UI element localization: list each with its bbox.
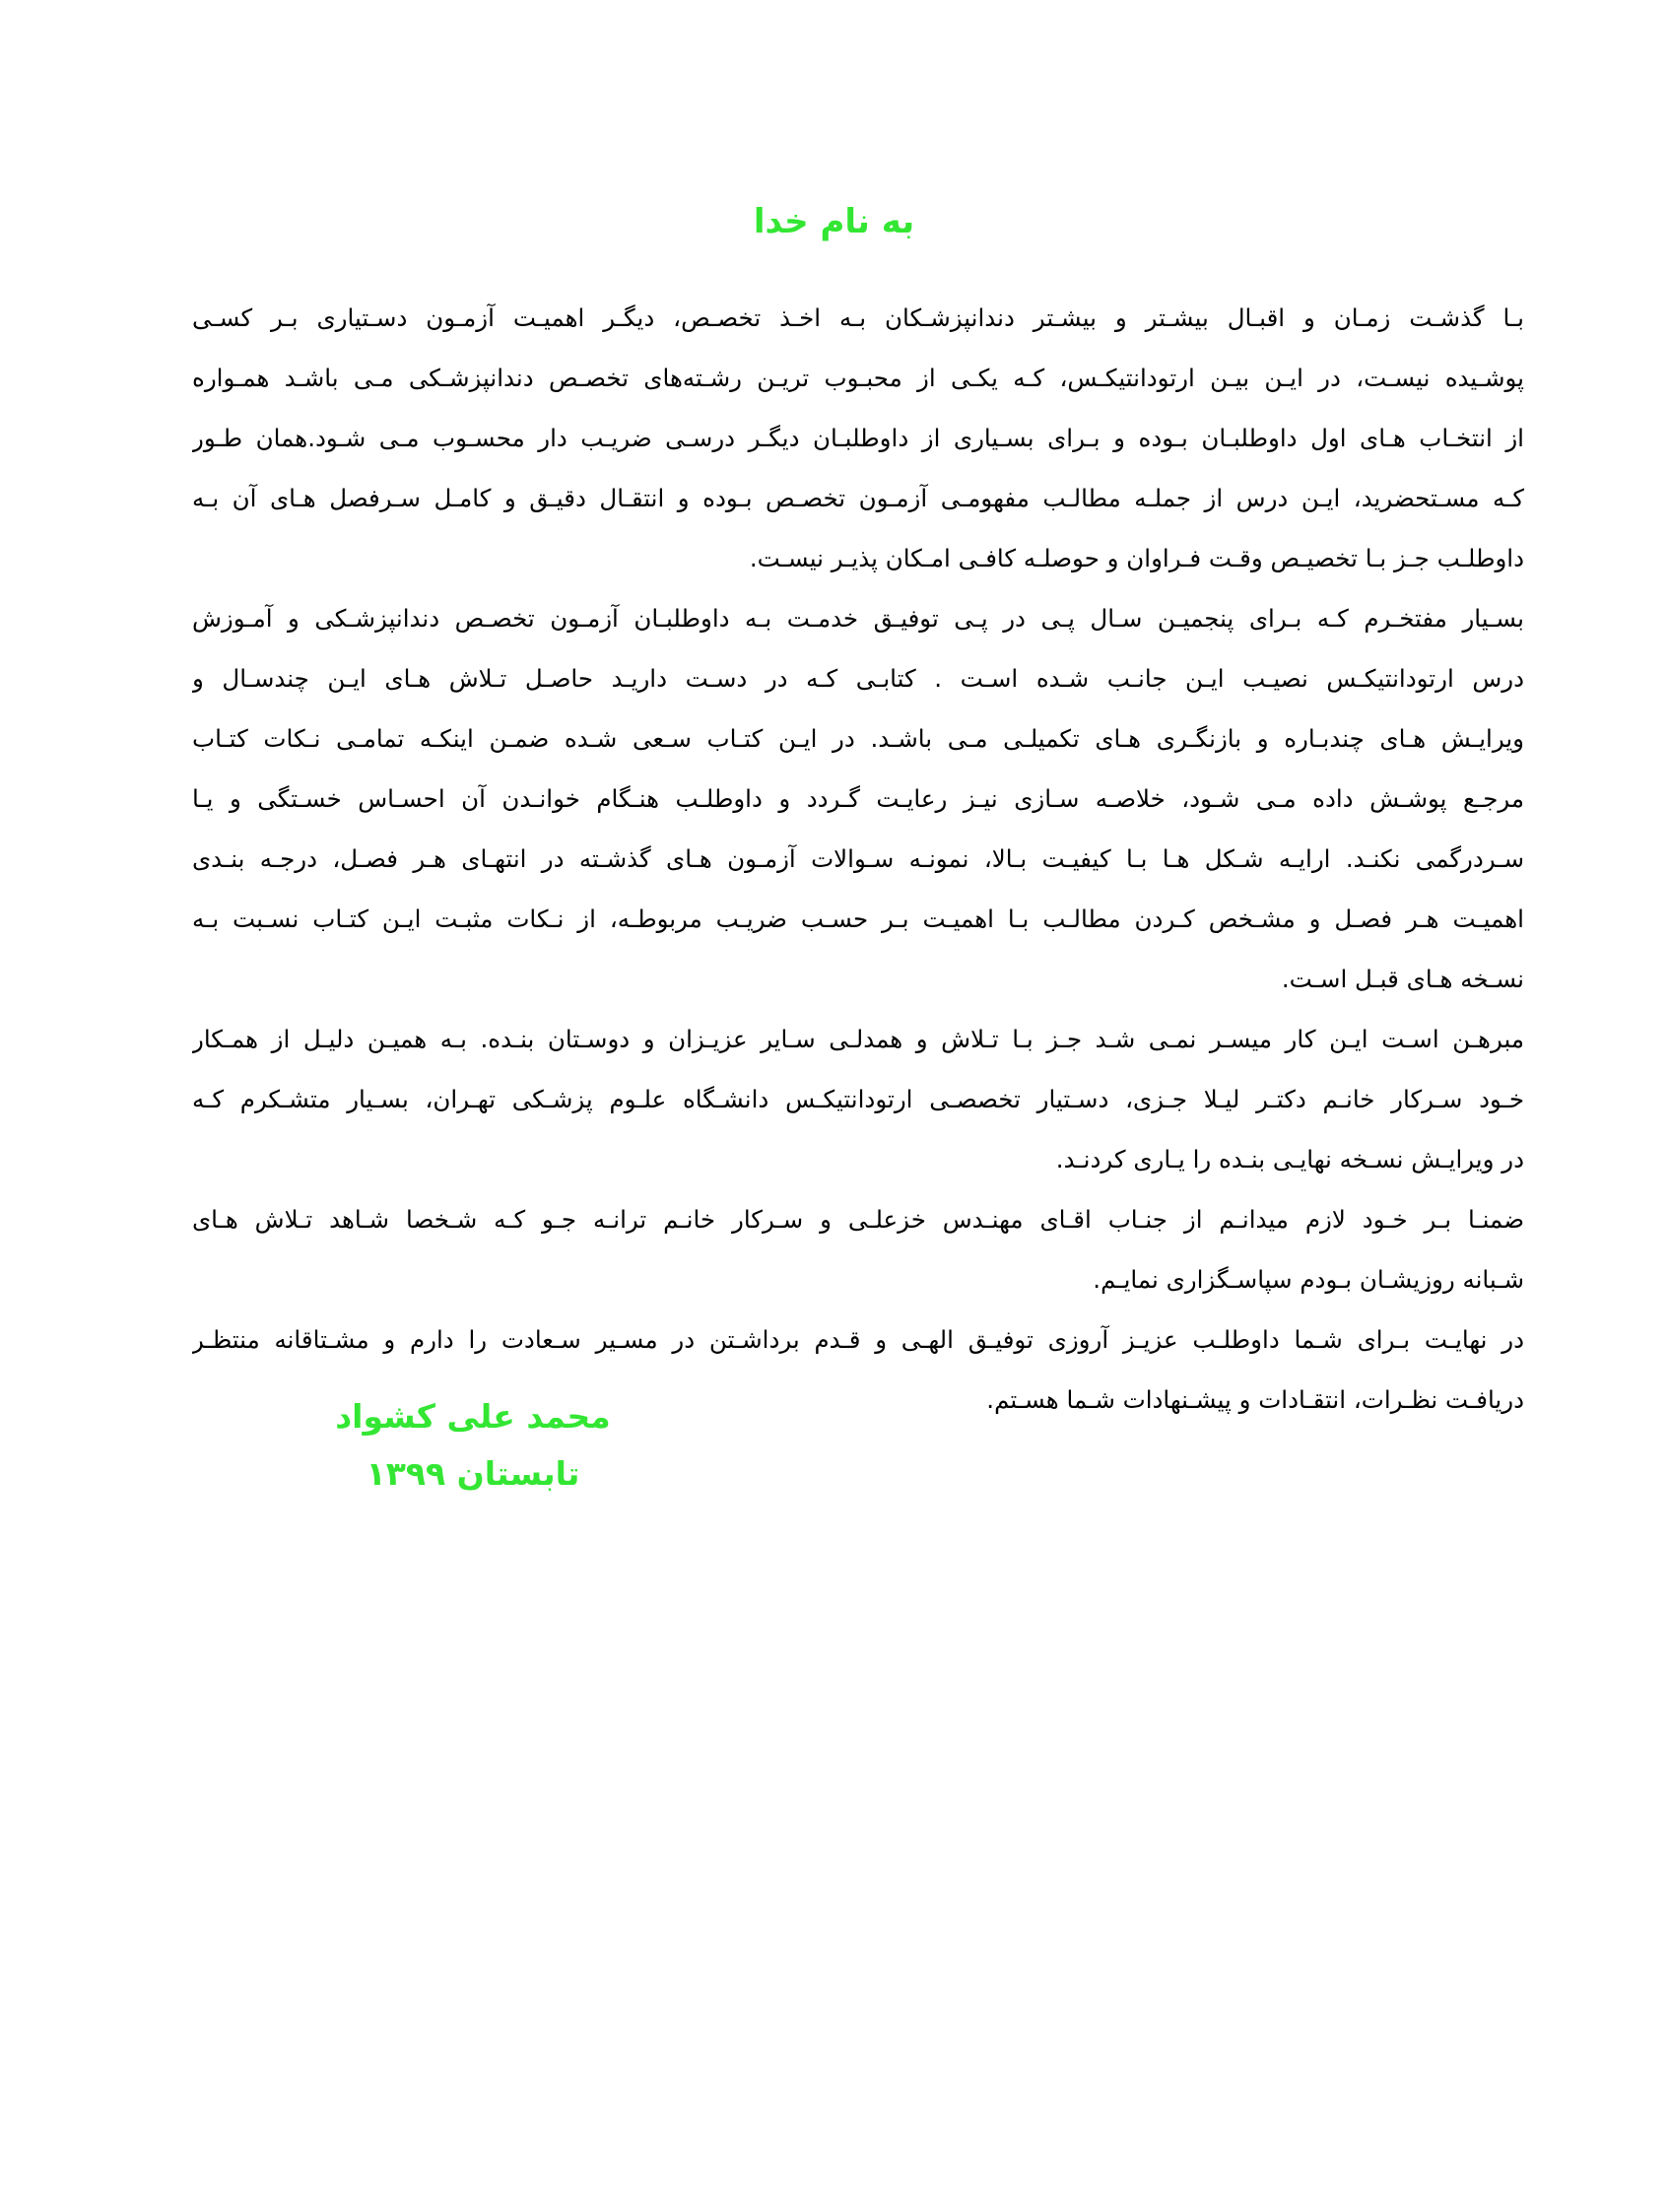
text-line: داوطلـب جـز بـا تخصیـص وقـت فـراوان و حوصلـه کافـی امـکان پذیـر نیسـت. xyxy=(749,544,1524,572)
text-line: کـه مسـتحضرید، ایـن درس از جملـه مطالـب مفهومـی آزمـون تخصـص بـوده و انتقـال دقیـق و کامـل سـرفصل هـای آن بـه xyxy=(192,484,1524,512)
body-text xyxy=(192,288,1524,1430)
text-line: اهمیـت هـر فصـل و مشـخص کـردن مطالـب بـا اهمیـت بـر حسـب ضریـب مربوطـه، از نـکات مثبـت ایـن کتـاب نسـبت بـه xyxy=(192,905,1524,933)
signature-date: تابستان ۱۳۹۹ xyxy=(366,1454,580,1493)
text-line: بسـیار مفتخـرم کـه بـرای پنجمیـن سـال پـی در پـی توفیـق خدمـت بـه داوطلبـان آزمـون تخصـص دندانپزشـکی و آمـوزش xyxy=(192,604,1524,633)
paragraph-4 xyxy=(192,1189,1524,1309)
text-line: ضمنـا بـر خـود لازم میدانـم از جنـاب اقـای مهنـدس خزعلـی و سـرکار خانـم ترانـه جـو کـه شـخصا شـاهد تـلاش هـای xyxy=(192,1205,1524,1234)
paragraph-2 xyxy=(192,588,1524,1009)
paragraph-1 xyxy=(192,288,1524,588)
text-line: سـردرگمی نکنـد. ارایـه شـکل هـا بـا کیفیـت بـالا، نمونـه سـوالات آزمـون هـای گذشـته در انتهـای هـر فصـل، درجـه بنـدی xyxy=(192,844,1524,873)
text-line: ویرایـش هـای چندبـاره و بازنگـری هـای تکمیلـی مـی باشـد. در ایـن کتـاب سـعی شـده ضمـن اینکـه تمامـی نـکات کتـاب xyxy=(192,724,1524,753)
text-line: در ویرایـش نسـخه نهایـی بنـده را یـاری کردنـد. xyxy=(1055,1145,1524,1173)
paragraph-3 xyxy=(192,1009,1524,1189)
text-line: دریافـت نظـرات، انتقـادات و پیشـنهادات شـما هسـتم. xyxy=(986,1385,1524,1414)
text-line: شـبانه روزیشـان بـودم سپاسـگزاری نمایـم. xyxy=(1093,1265,1524,1294)
text-line: خـود سـرکار خانـم دکتـر لیـلا جـزی، دسـتیار تخصصـی ارتودانتیکـس دانشـگاه علـوم پزشـکی تهـران، بسـیار متشـکرم کـه xyxy=(192,1085,1524,1113)
text-line: مبرهـن اسـت ایـن کار میسـر نمـی شـد جـز بـا تـلاش و همدلـی سـایر عزیـزان و دوسـتان بنـده. بـه همیـن دلیـل از همـکار xyxy=(192,1025,1524,1053)
text-line: مرجـع پوشـش داده مـی شـود، خلاصـه سـازی نیـز رعایـت گـردد و داوطلـب هنـگام خوانـدن آن احسـاس خسـتگی و یـا xyxy=(192,784,1524,813)
text-line: بـا گذشـت زمـان و اقبـال بیشـتر و بیشـتر دندانپزشـکان بـه اخـذ تخصـص، دیگـر اهمیـت آزمـون دسـتیاری بـر کسـی xyxy=(192,303,1524,332)
text-line: نسـخه هـای قبـل اسـت. xyxy=(1281,965,1524,993)
text-line: درس ارتودانتیکـس نصیـب ایـن جانـب شـده اسـت . کتابـی کـه در دسـت داریـد حاصـل تـلاش هـای ایـن چندسـال و xyxy=(192,664,1524,693)
text-line: از انتخـاب هـای اول داوطلبـان بـوده و بـرای بسـیاری از داوطلبـان دیگـر درسـی ضریـب دار محسـوب مـی شـود.همان طـور xyxy=(192,424,1524,452)
signature-name: محمد علی کشواد xyxy=(335,1397,611,1436)
text-line: پوشـیده نیسـت، در ایـن بیـن ارتودانتیکـس، کـه یکـی از محبـوب تریـن رشـته‌های تخصـص دندانپزشـکی مـی باشـد همـواره xyxy=(192,364,1524,392)
text-line: در نهایـت بـرای شـما داوطلـب عزیـز آروزی توفیـق الهـی و قـدم برداشـتن در مسـیر سـعادت را دارم و مشـتاقانه منتظـر xyxy=(192,1325,1524,1354)
page-title: به نام خدا xyxy=(753,202,915,241)
